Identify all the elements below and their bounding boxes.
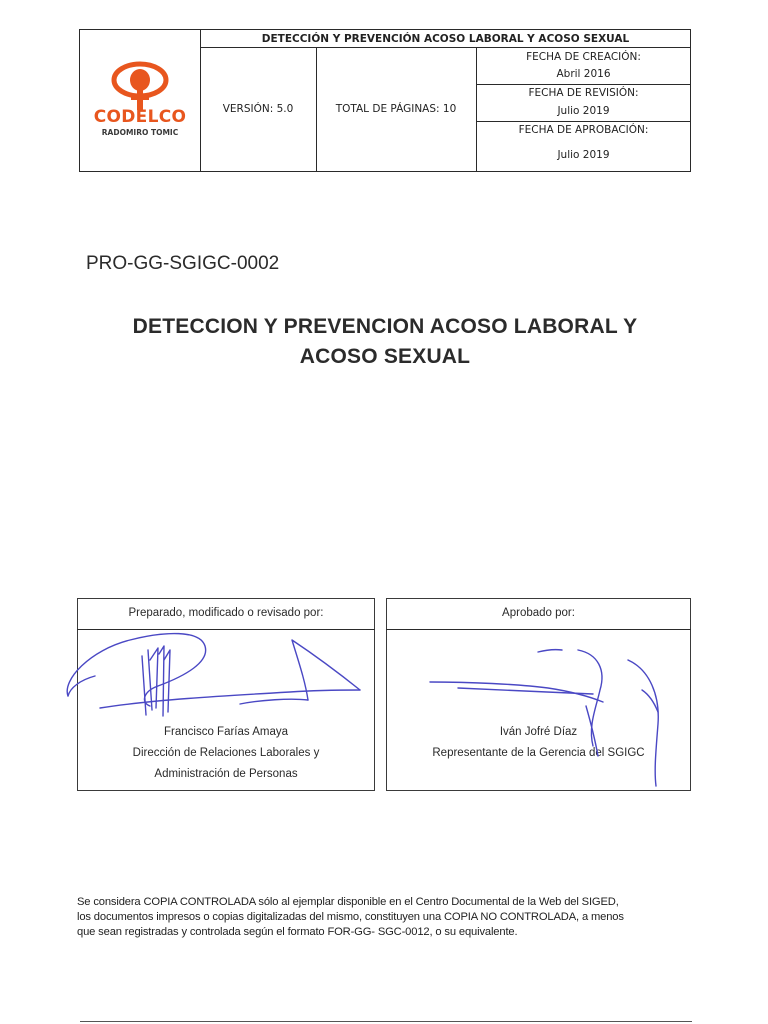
- prepared-by-role-line1: Dirección de Relaciones Laborales y: [132, 747, 320, 759]
- controlled-copy-note-line3: que sean registradas y controlada según el formato FOR-GG- SGC-0012, o su equivalente.: [77, 926, 518, 938]
- codelco-logo: [80, 48, 200, 148]
- logo-division-text: RADOMIRO TOMIC: [101, 128, 179, 137]
- header-revision-date: Julio 2019: [557, 105, 610, 117]
- controlled-copy-note-line1: Se considera COPIA CONTROLADA sólo al ejemplar disponible en el Centro Documental de la Web del SIGED,: [77, 896, 619, 908]
- document-title-line1: DETECCION Y PREVENCION ACOSO LABORAL Y: [132, 315, 638, 338]
- header-creation-date: Abril 2016: [556, 68, 611, 80]
- approved-by-role-line1: Representante de la Gerencia del SGIGC: [432, 747, 645, 759]
- approved-by-label: Aprobado por:: [502, 607, 575, 619]
- header-creation-label: FECHA DE CREACIÓN:: [526, 51, 641, 63]
- approved-by-name: Iván Jofré Díaz: [499, 726, 578, 738]
- header-version: VERSIÓN: 5.0: [222, 103, 294, 115]
- logo-brand-text: CODELCO: [93, 107, 187, 127]
- header-divider-logo: [200, 29, 201, 172]
- header-title: DETECCIÓN Y PREVENCIÓN ACOSO LABORAL Y ACOSO SEXUAL: [261, 33, 630, 45]
- controlled-copy-note-line2: los documentos impresos o copias digitalizadas del mismo, constituyen una COPIA NO CONTROLADA, a menos: [77, 911, 624, 923]
- document-code: PRO-GG-SGIGC-0002: [86, 253, 280, 274]
- approved-by-header-divider: [386, 629, 691, 630]
- header-total-pages: TOTAL DE PÁGINAS: 10: [335, 103, 457, 115]
- header-approval-date: Julio 2019: [557, 149, 610, 161]
- prepared-by-role-line2: Administración de Personas: [154, 768, 298, 780]
- document-title: [40, 312, 730, 372]
- header-divider-dates-1: [476, 84, 691, 85]
- header-approval-label: FECHA DE APROBACIÓN:: [518, 124, 649, 136]
- prepared-by-signature: [60, 620, 370, 730]
- header-divider-title: [200, 47, 691, 48]
- header-divider-dates-2: [476, 121, 691, 122]
- approved-by-signature: [428, 646, 678, 796]
- document-title-line2: ACOSO SEXUAL: [299, 345, 471, 368]
- header-revision-label: FECHA DE REVISIÓN:: [528, 87, 639, 99]
- prepared-by-label: Preparado, modificado o revisado por:: [128, 607, 324, 619]
- bottom-rule: [80, 1021, 692, 1022]
- header-border-bottom: [79, 171, 691, 172]
- header-border-top: [79, 29, 691, 30]
- prepared-by-name: Francisco Farías Amaya: [164, 726, 288, 738]
- controlled-copy-note: [77, 895, 717, 940]
